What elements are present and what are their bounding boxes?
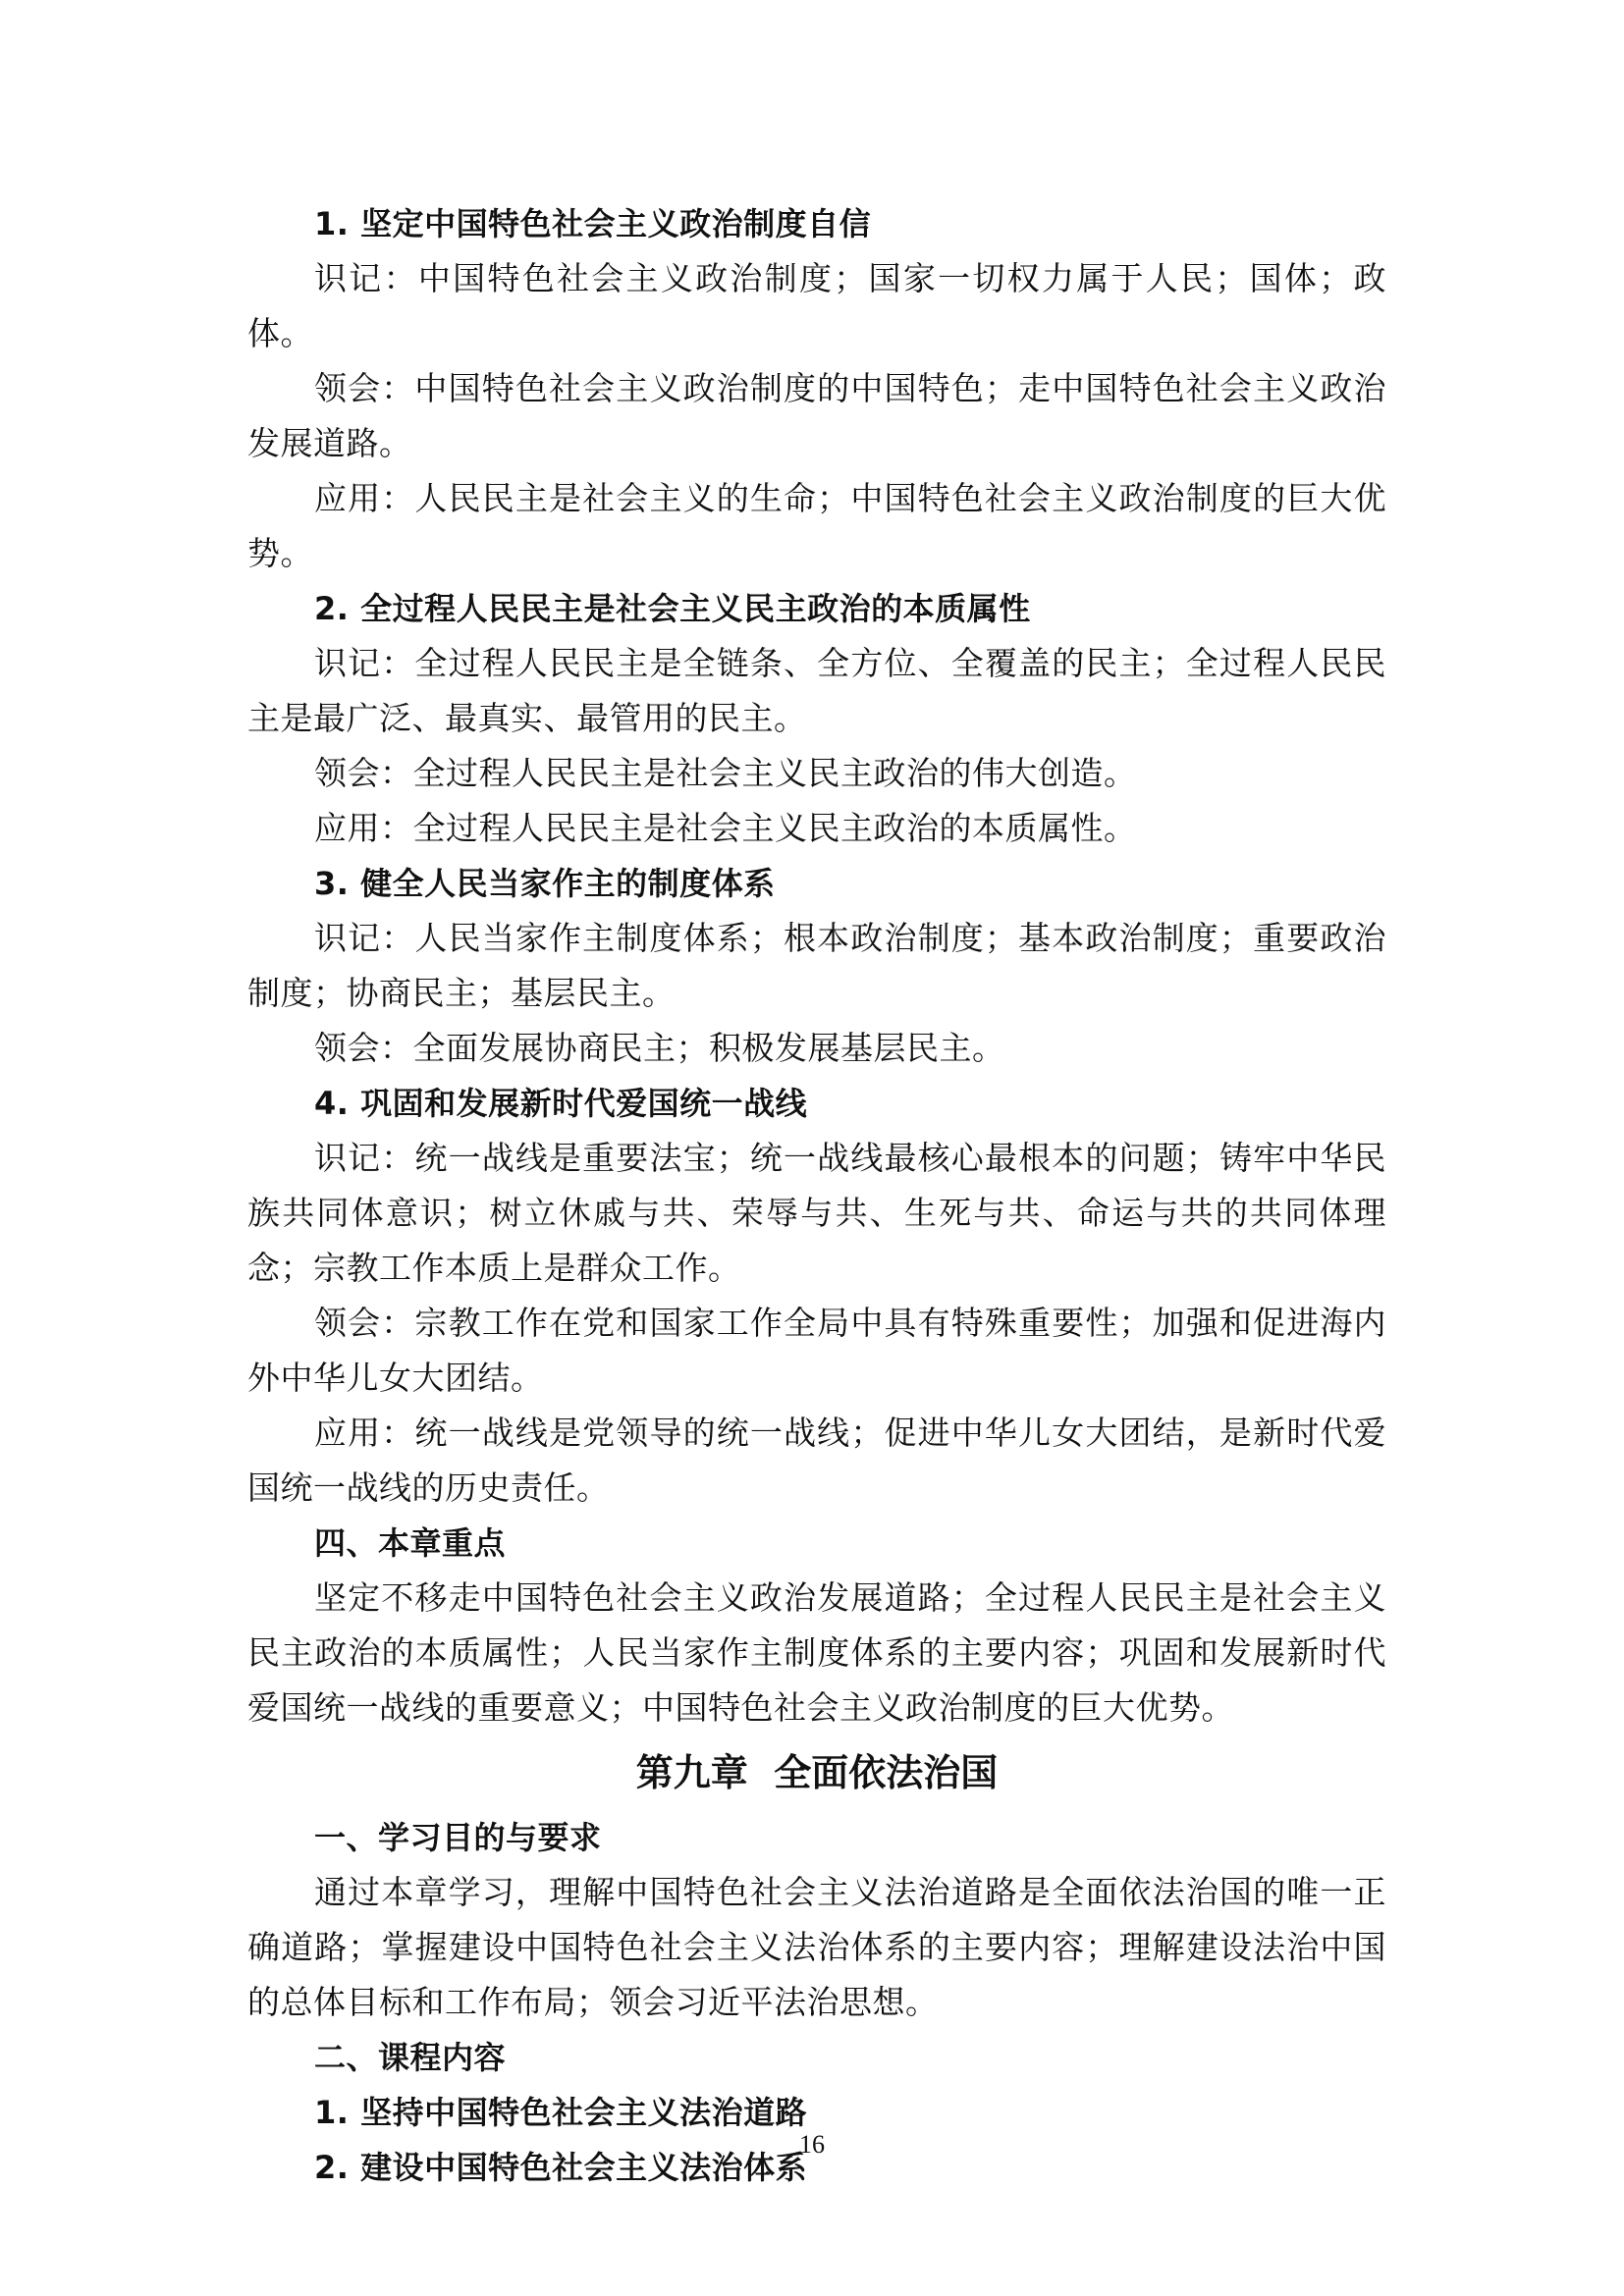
section-2-comprehend: 领会：全过程人民民主是社会主义民主政治的伟大创造。 <box>314 754 1137 792</box>
section-2-memorize: 识记：全过程人民民主是全链条、全方位、全覆盖的民主；全过程人民民主是最广泛、最真实、最管用的民主。 <box>247 644 1386 737</box>
section-1-memorize: 识记：中国特色社会主义政治制度；国家一切权力属于人民；国体；政体。 <box>247 259 1386 352</box>
section-4-memorize: 识记：统一战线是重要法宝；统一战线最核心最根本的问题；铸牢中华民族共同体意识；树立休戚与共、荣辱与共、生死与共、命运与共的共同体理念；宗教工作本质上是群众工作。 <box>247 1139 1386 1287</box>
section-1-apply: 应用：人民民主是社会主义的生命；中国特色社会主义政治制度的巨大优势。 <box>247 479 1386 572</box>
section-4-apply: 应用：统一战线是党领导的统一战线；促进中华儿女大团结，是新时代爱国统一战线的历史责任。 <box>247 1414 1386 1507</box>
section-4-comprehend: 领会：宗教工作在党和国家工作全局中具有特殊重要性；加强和促进海内外中华儿女大团结。 <box>247 1304 1386 1397</box>
chapter-9-goals-heading: 一、学习目的与要求 <box>314 1819 602 1856</box>
document-body <box>247 196 1386 2195</box>
key-points-heading: 四、本章重点 <box>314 1524 507 1562</box>
section-3-comprehend: 领会：全面发展协商民主；积极发展基层民主。 <box>314 1029 1005 1067</box>
section-3-heading: 3. 健全人民当家作主的制度体系 <box>314 865 776 902</box>
section-3-memorize: 识记：人民当家作主制度体系；根本政治制度；基本政治制度；重要政治制度；协商民主；基层民主。 <box>247 919 1386 1012</box>
page-number: 16 <box>799 2130 825 2159</box>
chapter-9-content-heading: 二、课程内容 <box>314 2039 507 2076</box>
section-2-apply: 应用：全过程人民民主是社会主义民主政治的本质属性。 <box>314 809 1137 847</box>
chapter-9-item-1: 1. 坚持中国特色社会主义法治道路 <box>314 2094 808 2131</box>
chapter-9-title: 第九章 全面依法治国 <box>635 1751 999 1794</box>
section-1-heading: 1. 坚定中国特色社会主义政治制度自信 <box>314 205 872 242</box>
key-points-text: 坚定不移走中国特色社会主义政治发展道路；全过程人民民主是社会主义民主政治的本质属性；人民当家作主制度体系的主要内容；巩固和发展新时代爱国统一战线的重要意义；中国特色社会主义政治制度的巨大优势。 <box>247 1578 1386 1727</box>
section-2-heading: 2. 全过程人民民主是社会主义民主政治的本质属性 <box>314 590 1031 627</box>
chapter-9-item-2: 2. 建设中国特色社会主义法治体系 <box>314 2149 808 2186</box>
section-4-heading: 4. 巩固和发展新时代爱国统一战线 <box>314 1085 808 1122</box>
chapter-9-goals-text: 通过本章学习，理解中国特色社会主义法治道路是全面依法治国的唯一正确道路；掌握建设中国特色社会主义法治体系的主要内容；理解建设法治中国的总体目标和工作布局；领会习近平法治思想。 <box>247 1873 1386 2021</box>
section-1-comprehend: 领会：中国特色社会主义政治制度的中国特色；走中国特色社会主义政治发展道路。 <box>247 369 1386 462</box>
